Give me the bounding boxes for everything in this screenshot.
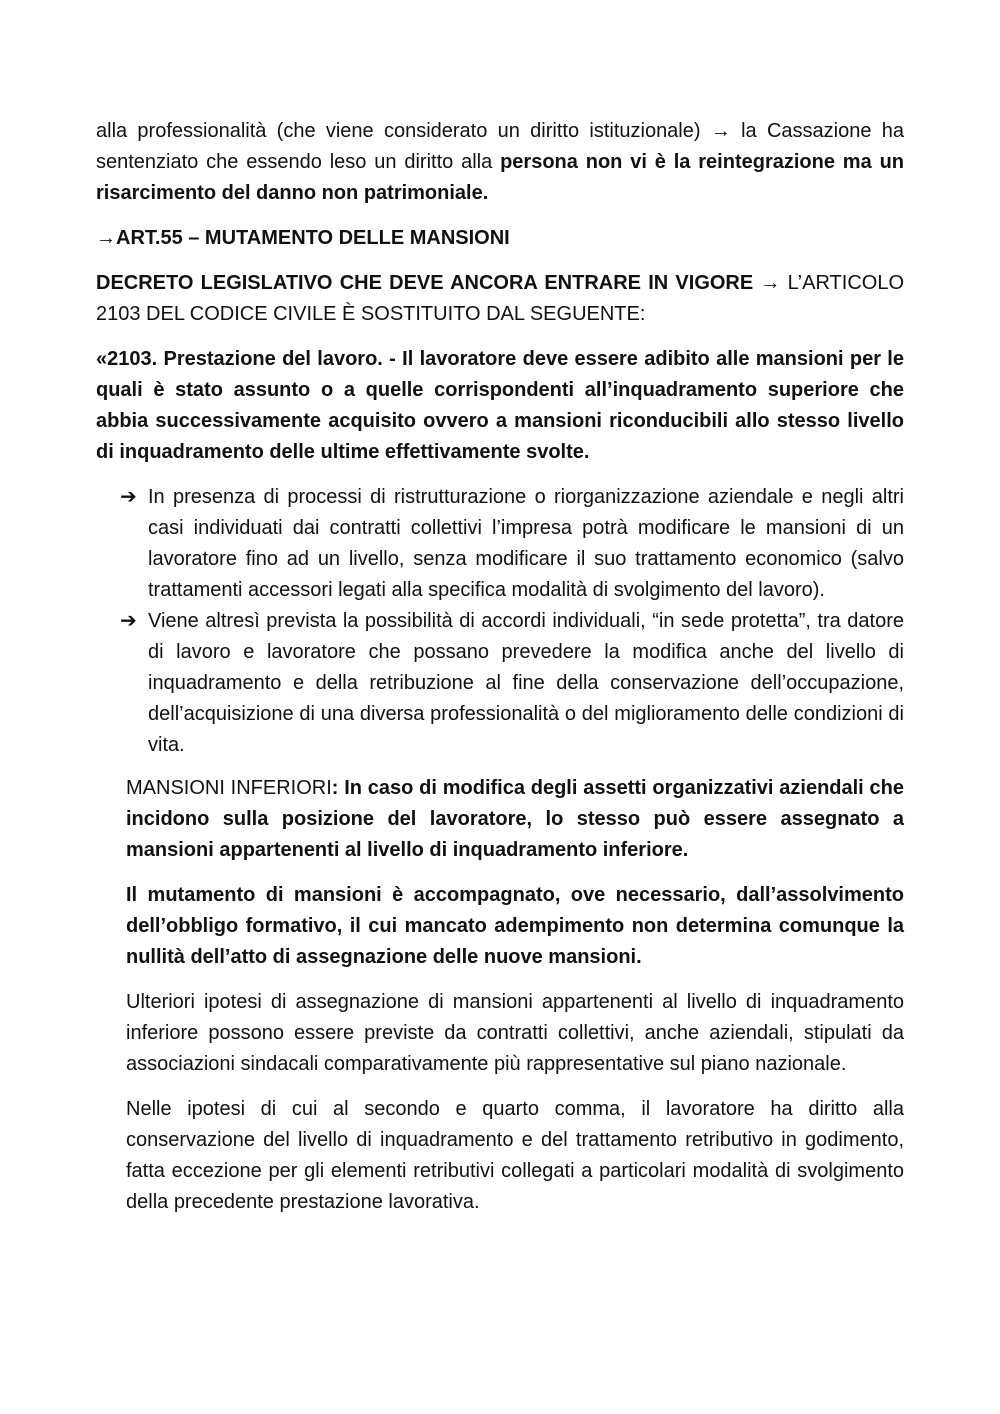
arrow-right-icon: → <box>96 227 116 249</box>
label-text: MANSIONI INFERIORI <box>126 777 332 799</box>
text-segment: alla professionalità (che viene considerato un diritto istituzionale) <box>96 120 711 142</box>
arrow-right-icon: → <box>710 120 731 142</box>
bold-text: : In caso di modifica degli assetti organizzativi aziendali che incidono sulla posizione del lavoratore, lo stesso può essere assegnato a mansioni appartenenti al livello di inquadramento inferiore. <box>126 777 904 861</box>
text-segment: la Cassazione ha sentenziato che essendo leso un diritto alla <box>96 120 905 173</box>
arrow-bullet-icon: ➔ <box>120 610 137 632</box>
paragraph-article-2103: «2103. Prestazione del lavoro. - Il lavoratore deve essere adibito alle mansioni per le quali è stato assunto o a quelle corrispondenti all’inquadramento superiore che abbia successivamente acquisito ovvero a mansioni riconducibili allo stesso livello di inquadramento delle ultime effettivamente svolte. <box>96 348 904 463</box>
arrow-right-icon: → <box>753 272 788 294</box>
heading-text: ART.55 – MUTAMENTO DELLE MANSIONI <box>116 227 510 249</box>
arrow-bullet-icon: ➔ <box>120 486 137 508</box>
bullet-list <box>96 482 904 761</box>
paragraph-ulteriori-ipotesi: Ulteriori ipotesi di assegnazione di mansioni appartenenti al livello di inquadramento inferiore possono essere previste da contratti collettivi, anche aziendali, stipulati da associazioni sindacali comparativamente più rappresentative sul piano nazionale. <box>126 991 904 1075</box>
list-item-text: In presenza di processi di ristrutturazione o riorganizzazione aziendale e negli altri casi individuati dai contratti collettivi l’impresa potrà modificare le mansioni di un lavoratore fino ad un livello, senza modificare il suo trattamento economico (salvo trattamenti accessori legati alla specifica modalità di svolgimento del lavoro). <box>148 486 904 601</box>
document-page <box>96 116 904 1232</box>
bold-text: persona non vi è la reintegrazione ma un risarcimento del danno non patrimoniale. <box>96 151 904 204</box>
paragraph-mansioni-inferiori <box>126 773 904 866</box>
paragraph-secondo-quarto-comma: Nelle ipotesi di cui al secondo e quarto comma, il lavoratore ha diritto alla conservazione del livello di inquadramento e del trattamento retributivo in godimento, fatta eccezione per gli elementi retributivi collegati a particolari modalità di svolgimento della precedente prestazione lavorativa. <box>126 1098 904 1213</box>
paragraph-decreto <box>96 268 904 330</box>
list-item <box>120 606 904 761</box>
paragraph-mutamento: Il mutamento di mansioni è accompagnato, ove necessario, dall’assolvimento dell’obbligo formativo, il cui mancato adempimento non determina comunque la nullità dell’atto di assegnazione delle nuove mansioni. <box>126 884 904 968</box>
paragraph-cassazione <box>96 116 904 209</box>
section-heading <box>96 223 904 254</box>
list-item-text: Viene altresì prevista la possibilità di accordi individuali, “in sede protetta”, tra datore di lavoro e lavoratore che possano prevedere la modifica anche del livello di inquadramento e della retribuzione al fine della conservazione dell’occupazione, dell’acquisizione di una diversa professionalità o del miglioramento delle condizioni di vita. <box>148 610 904 756</box>
list-item <box>120 482 904 606</box>
text-segment: L’ARTICOLO 2103 DEL CODICE CIVILE È SOSTITUITO DAL SEGUENTE: <box>96 272 904 325</box>
bold-text: DECRETO LEGISLATIVO CHE DEVE ANCORA ENTRARE IN VIGORE <box>96 272 754 294</box>
